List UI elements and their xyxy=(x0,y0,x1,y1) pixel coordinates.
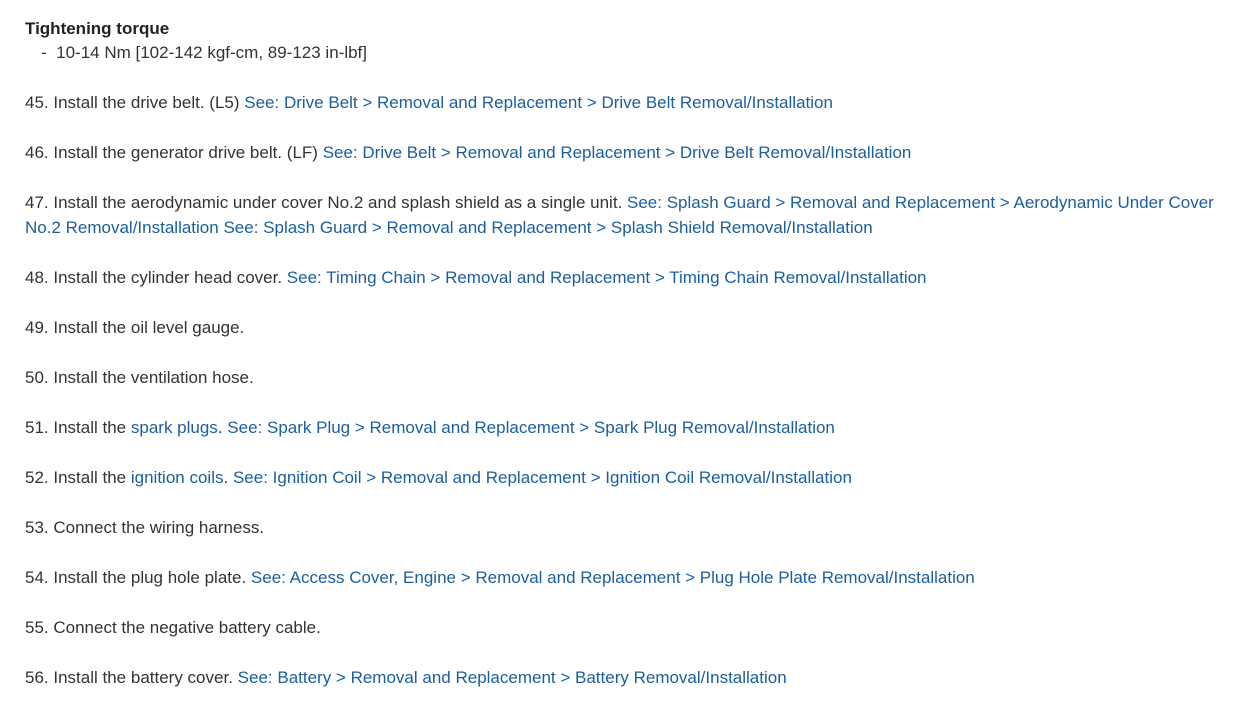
step-text: Install the xyxy=(53,418,127,437)
step-text: Install the cylinder head cover. xyxy=(53,268,283,287)
step-54-link[interactable]: See: Access Cover, Engine > Removal and Replacement > Plug Hole Plate Removal/Installation xyxy=(250,568,975,587)
step-number: 45. xyxy=(25,93,49,112)
step-54 xyxy=(25,565,1215,590)
torque-dash: - xyxy=(41,43,47,62)
step-text: Install the xyxy=(53,468,127,487)
step-55 xyxy=(25,615,1215,640)
step-number: 46. xyxy=(25,143,49,162)
torque-value: 10-14 Nm [102-142 kgf-cm, 89-123 in-lbf] xyxy=(56,43,367,62)
step-punctuation: . xyxy=(223,468,229,487)
step-number: 47. xyxy=(25,193,49,212)
step-48-link[interactable]: See: Timing Chain > Removal and Replacement > Timing Chain Removal/Installation xyxy=(286,268,927,287)
step-45-link[interactable]: See: Drive Belt > Removal and Replacement > Drive Belt Removal/Installation xyxy=(244,93,833,112)
step-text: Install the ventilation hose. xyxy=(53,368,254,387)
step-number: 48. xyxy=(25,268,49,287)
step-number: 50. xyxy=(25,368,49,387)
step-56 xyxy=(25,665,1215,690)
step-51 xyxy=(25,415,1215,440)
step-text: Install the aerodynamic under cover No.2 and splash shield as a single unit. xyxy=(53,193,623,212)
step-47-link-1[interactable]: See: Splash Guard > Removal and Replacement > Aerodynamic Under Cover No.2 Removal/Installation xyxy=(25,193,1214,237)
step-number: 51. xyxy=(25,418,49,437)
spark-plugs-term-link[interactable]: spark plugs xyxy=(130,418,218,437)
step-46 xyxy=(25,140,1215,165)
torque-heading: Tightening torque xyxy=(25,19,170,38)
torque-spec xyxy=(25,40,1215,65)
step-text: Install the generator drive belt. (LF) xyxy=(53,143,318,162)
step-47-link-2[interactable]: See: Splash Guard > Removal and Replacement > Splash Shield Removal/Installation xyxy=(223,218,873,237)
step-number: 54. xyxy=(25,568,49,587)
step-text: Install the battery cover. xyxy=(53,668,233,687)
step-text: Install the oil level gauge. xyxy=(53,318,245,337)
step-56-link[interactable]: See: Battery > Removal and Replacement > Battery Removal/Installation xyxy=(237,668,787,687)
step-52-link[interactable]: See: Ignition Coil > Removal and Replacement > Ignition Coil Removal/Installation xyxy=(232,468,852,487)
step-49 xyxy=(25,315,1215,340)
step-50 xyxy=(25,365,1215,390)
step-53 xyxy=(25,515,1215,540)
ignition-coils-term-link[interactable]: ignition coils xyxy=(130,468,224,487)
step-number: 56. xyxy=(25,668,49,687)
step-45 xyxy=(25,90,1215,115)
step-47 xyxy=(25,190,1215,240)
step-text: Connect the negative battery cable. xyxy=(53,618,321,637)
step-52 xyxy=(25,465,1215,490)
step-text: Connect the wiring harness. xyxy=(53,518,265,537)
step-number: 49. xyxy=(25,318,49,337)
step-48 xyxy=(25,265,1215,290)
step-text: Install the drive belt. (L5) xyxy=(53,93,240,112)
step-text: Install the plug hole plate. xyxy=(53,568,247,587)
step-number: 55. xyxy=(25,618,49,637)
step-number: 53. xyxy=(25,518,49,537)
step-number: 52. xyxy=(25,468,49,487)
step-46-link[interactable]: See: Drive Belt > Removal and Replacement > Drive Belt Removal/Installation xyxy=(322,143,912,162)
step-punctuation: . xyxy=(217,418,223,437)
step-51-link[interactable]: See: Spark Plug > Removal and Replacement > Spark Plug Removal/Installation xyxy=(227,418,835,437)
